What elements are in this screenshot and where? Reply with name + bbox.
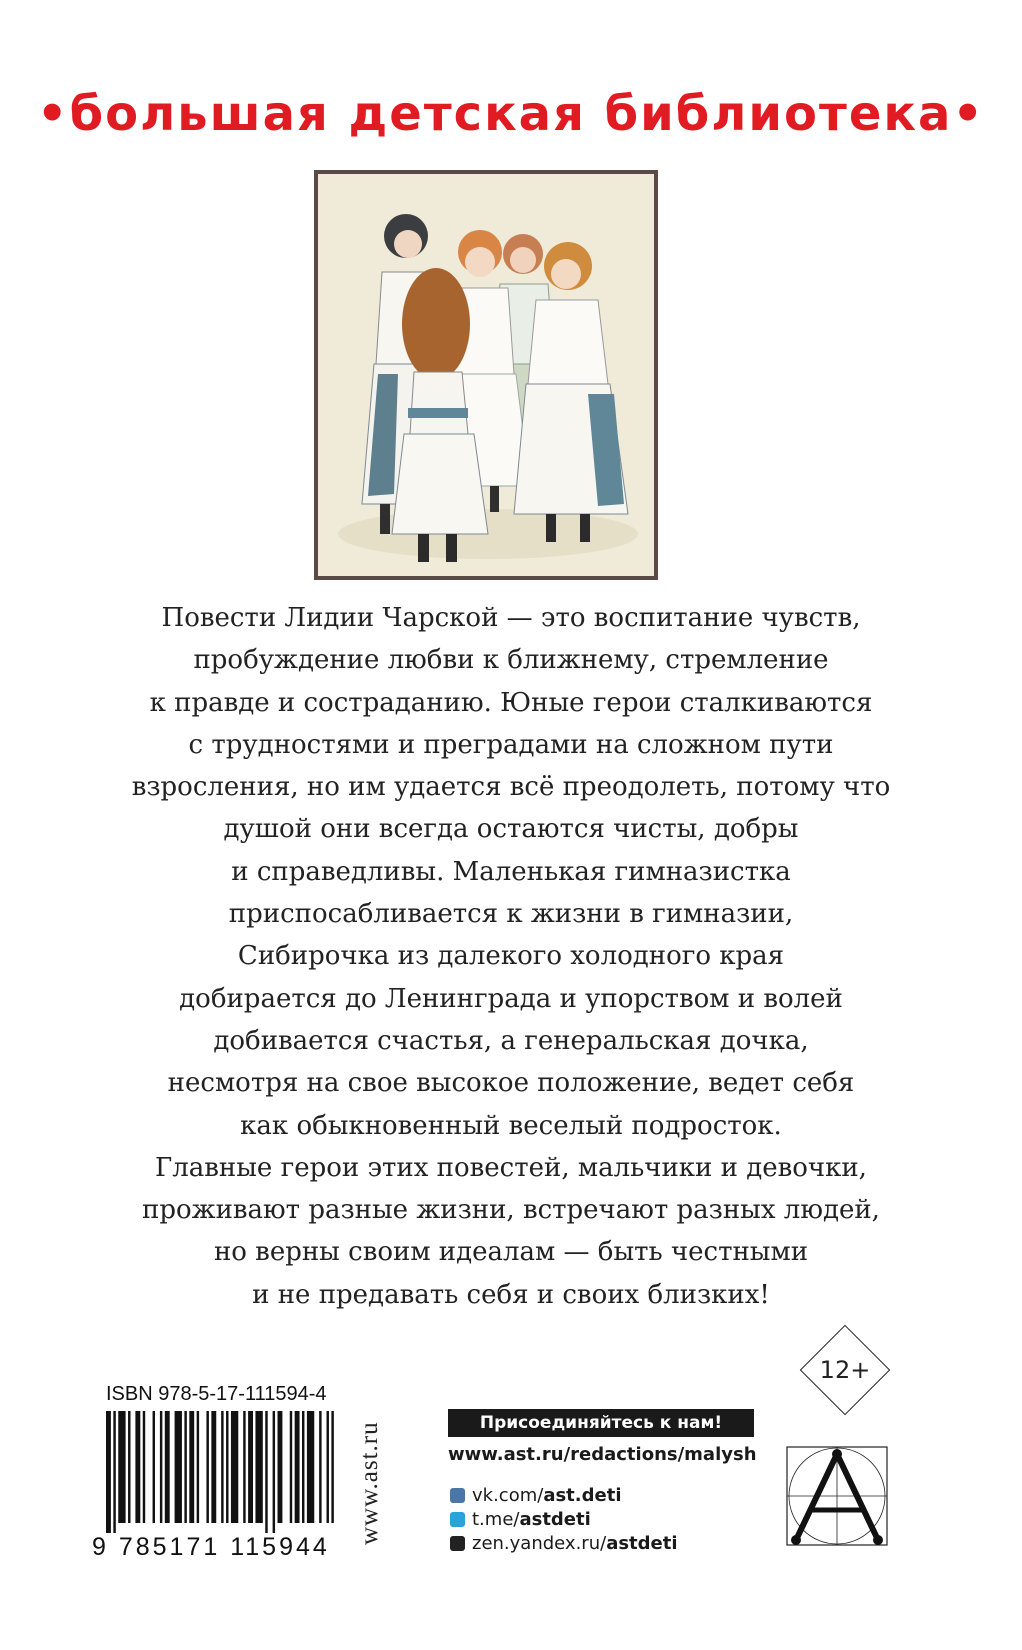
barcode-bar: [265, 1411, 267, 1533]
barcode-bar: [153, 1411, 155, 1523]
annotation-line: к правде и состраданию. Юные герои сталкиваются: [149, 687, 873, 718]
barcode-bar: [113, 1411, 115, 1533]
annotation-line: приспосабливается к жизни в гимназии,: [228, 899, 794, 930]
social-handle: astdeti: [606, 1533, 678, 1554]
age-rating-badge: [800, 1325, 890, 1415]
barcode-bar: [327, 1411, 329, 1523]
girls-illustration-image: [318, 174, 654, 576]
annotation-line: Повести Лидии Чарской — это воспитание чувств,: [161, 603, 861, 633]
barcode-bar: [165, 1411, 170, 1523]
barcode-bar: [106, 1411, 111, 1533]
social-handle: astdeti: [519, 1509, 591, 1530]
annotation-line: и не предавать себя и своих близких!: [252, 1279, 770, 1310]
barcode-bar: [319, 1411, 321, 1523]
series-title-row: [0, 84, 1022, 144]
barcode-bar: [278, 1411, 283, 1523]
age-rating-text: 12+: [819, 1356, 871, 1384]
barcode-bar: [160, 1411, 162, 1523]
annotation-line: проживают разные жизни, встречают разных людей,: [142, 1195, 880, 1226]
barcode-bar: [331, 1411, 333, 1523]
barcode-bar: [243, 1411, 245, 1523]
annotation-line: как обыкновенный веселый подросток.: [240, 1110, 782, 1141]
social-link-vk[interactable]: [450, 1484, 678, 1508]
annotation-line: пробуждение любви к ближнему, стремление: [193, 645, 829, 676]
annotation-line: с трудностями и преградами на сложном пути: [188, 729, 834, 760]
barcode-bar: [226, 1411, 228, 1523]
barcode-bar: [273, 1411, 275, 1533]
barcode-bar: [206, 1411, 208, 1523]
barcode-bar: [302, 1411, 304, 1523]
publisher-url-link[interactable]: www.ast.ru/redactions/malysh: [448, 1444, 757, 1465]
barcode-bar: [248, 1411, 253, 1523]
social-links: [450, 1484, 678, 1556]
annotation-line: душой они всегда остаются чисты, добры: [223, 814, 799, 845]
barcode-bar: [118, 1411, 125, 1523]
series-title: большая детская библиотека: [69, 86, 953, 142]
barcode-bar: [128, 1411, 130, 1523]
annotation-line: но верны своим идеалам — быть честными: [213, 1237, 809, 1268]
social-handle: ast.deti: [543, 1485, 622, 1506]
annotation-text: [120, 597, 902, 1316]
annotation-line: взросления, но им удается всё преодолеть, потому что: [131, 772, 891, 803]
annotation-line: добивается счастья, а генеральская дочка,: [213, 1025, 809, 1056]
annotation-line: и справедливы. Маленькая гимназистка: [231, 856, 791, 887]
annotation-line: Главные герои этих повестей, мальчики и девочки,: [155, 1152, 867, 1183]
series-dot-left: •: [36, 86, 70, 142]
telegram-icon: [450, 1512, 465, 1527]
annotation-line: несмотря на свое высокое положение, ведет себя: [167, 1068, 855, 1099]
barcode-bar: [189, 1411, 194, 1523]
barcode-bar: [231, 1411, 238, 1523]
barcode-bar: [175, 1411, 182, 1523]
barcode-digits: 9 785171 115944: [92, 1533, 330, 1561]
publisher-site-vertical[interactable]: www.ast.ru: [356, 1421, 383, 1545]
barcode-bar: [307, 1411, 314, 1523]
social-prefix: zen.yandex.ru/: [472, 1533, 607, 1554]
vk-icon: [450, 1488, 465, 1503]
social-link-telegram[interactable]: [450, 1508, 678, 1532]
barcode-bar: [197, 1411, 199, 1523]
publisher-logo-icon: [786, 1446, 888, 1546]
barcode-bar: [295, 1411, 300, 1523]
barcode-bar: [255, 1411, 262, 1523]
barcode-bar: [184, 1411, 186, 1523]
social-prefix: vk.com/: [472, 1485, 544, 1506]
annotation-line: добирается до Ленинграда и упорством и волей: [179, 983, 843, 1014]
zen-icon: [450, 1536, 465, 1551]
annotation-line: Сибирочка из далекого холодного края: [237, 941, 785, 972]
isbn-label: ISBN 978-5-17-111594-4: [106, 1383, 327, 1405]
social-link-zen[interactable]: [450, 1532, 678, 1556]
barcode-bar: [221, 1411, 223, 1523]
cover-illustration: [314, 170, 658, 580]
barcode-bar: [135, 1411, 140, 1523]
barcode-bar: [211, 1411, 216, 1523]
social-prefix: t.me/: [472, 1509, 520, 1530]
join-us-banner: Присоединяйтесь к нам!: [448, 1409, 754, 1437]
barcode-bar: [290, 1411, 292, 1523]
barcode-bar: [143, 1411, 145, 1523]
barcode-image: [106, 1411, 336, 1533]
series-dot-right: •: [952, 86, 986, 142]
